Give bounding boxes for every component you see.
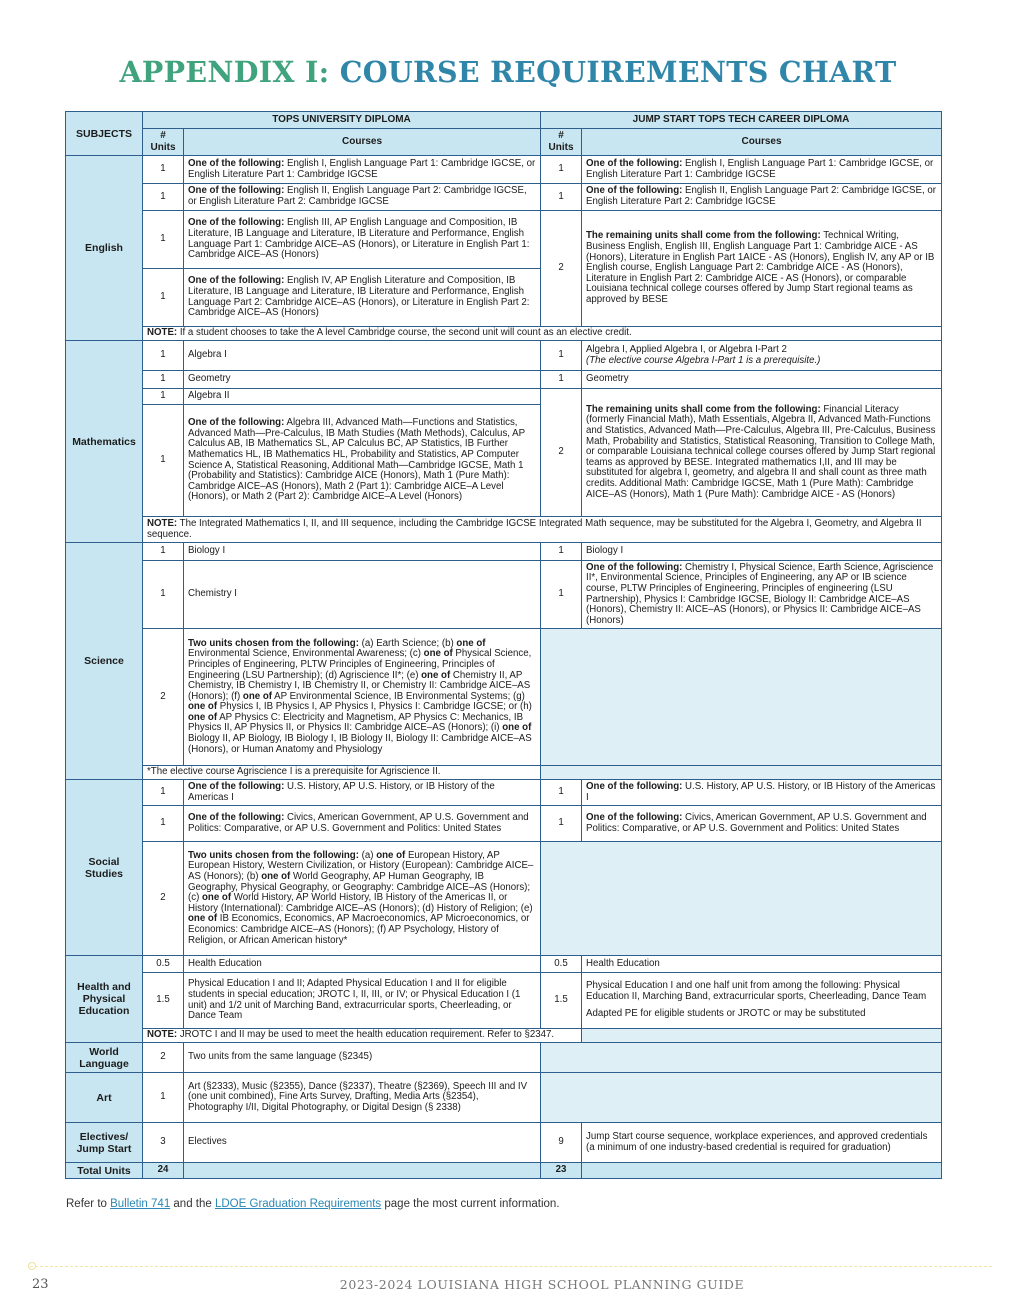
course-cell: Two units chosen from the following: (a) one of European History, AP European History, Western Civilization, or History (European): Cambridge AICE–AS (Honors); (b) one of World Geography, AP Human Geography, IB Geography, Physical Geography, or Geography: Cambridge AICE–AS (Honors); (c) one of World History, AP World History, IB History of the Americas II, or History (International): Cambridge AICE–AS (Honors); (d) History of Religion; (e) one of IB Economics, Economics, AP Macroeconomics, AP Microeconomics, or Economics: Cambridge AICE–AS (Honors); (f) AP Psychology, History of Religion, or African American history* [184,842,541,956]
empty-cell [184,1163,541,1179]
table-row [66,517,942,543]
units-cell: 1.5 [541,973,582,1029]
table-row [66,1073,942,1123]
ldoe-graduation-requirements-link[interactable]: LDOE Graduation Requirements [214,1198,382,1210]
table-row [66,1029,942,1043]
empty-cell [541,629,942,766]
course-cell: Art (§2333), Music (§2355), Dance (§2337), Theatre (§2369), Speech III and IV (one unit combined), Fine Arts Survey, Drafting, Media Arts (§2354), Photography I/II, Digital Photography, or Digital Design (§ 2338) [184,1073,541,1123]
course-cell: Geometry [184,371,541,389]
course-cell: One of the following: Chemistry I, Physical Science, Earth Science, Agriscience II*, Environmental Science, Principles of Engineering, any AP or IB science course, PLTW Principles of Engineering, Principles of engineering (LSU Partnership), Physics I: Cambridge IGCSE, Biology II: Cambridge AICE–AS (Honors), Chemistry II: AICE–AS (Honors), or Physics II: Cambridge AICE–AS (Honors) [582,561,942,629]
units-cell: 1 [143,561,184,629]
title-part-1: APPENDIX I: [119,55,340,89]
subject-world-language: World Language [66,1043,143,1073]
course-cell: Algebra I [184,341,541,371]
table-row [66,389,942,405]
table-row [66,543,942,561]
units-cell: 1 [541,341,582,371]
units-cell: 1 [143,806,184,842]
units-cell: 1 [143,389,184,405]
units-cell: 1 [541,371,582,389]
units-cell: 1 [143,780,184,806]
header-tops-university-diploma: TOPS UNIVERSITY DIPLOMA [143,112,541,129]
units-cell: 1 [143,269,184,327]
empty-cell [541,1043,942,1073]
units-cell: 1 [143,1073,184,1123]
course-cell: Physical Education I and II; Adapted Physical Education I and II for eligible students in special education; JROTC I, II, III, or IV; or Physical Education I (1 unit) and 1/2 unit of Marching Band, extracurricular sports, Cheerleading, or Dance Team [184,973,541,1029]
course-cell: Biology I [582,543,942,561]
units-cell: 1 [143,211,184,269]
table-row [66,211,942,269]
note-health: NOTE: JROTC I and II may be used to meet the health education requirement. Refer to §2347. [143,1029,582,1043]
course-cell: Electives [184,1123,541,1163]
header-units-tops: # Units [143,129,184,156]
units-cell: 1.5 [143,973,184,1029]
table-row [66,184,942,211]
units-cell: 1 [541,184,582,211]
reference-note: Refer to Bulletin 741 and the LDOE Graduation Requirements page the most current information. [66,1198,560,1210]
table-row [66,842,942,956]
table-row [66,1123,942,1163]
table-row [66,327,942,341]
footer-divider [30,1266,992,1267]
subject-mathematics: Mathematics [66,341,143,543]
units-cell: 2 [143,842,184,956]
table-row [66,806,942,842]
units-cell: 1 [541,543,582,561]
table-row [66,561,942,629]
course-cell: The remaining units shall come from the following: Technical Writing, Business English, English III, English Language Part 1: Cambridge AICE - AS (Honors), Literature in English Part 1AICE - AS (Honors), English IV, any AP or IB English course, English Language Part 2: Cambridge AICE - AS (Honors), Literature in English Part 2: Cambridge AICE - AS (Honors), or comparable Louisiana technical college courses offered by Jump Start regional teams as approved by BESE [582,211,942,327]
title-part-2: COURSE REQUIREMENTS CHART [339,55,897,89]
units-cell: 1 [143,405,184,517]
course-cell: The remaining units shall come from the following: Financial Literacy (formerly Financial Math), Math Essentials, Algebra II, Advanced Math-Functions and Statistics, Advanced Math—Pre-Calculus, Algebra III, Pre-Calculus, Business Math, Probability and Statistics, Statistical Reasoning, Transition to College Math, or comparable Louisiana technical college courses offered by Jump Start regional teams as approved by BESE. Integrated mathematics I,II, and III may be substituted for algebra I, geometry, and algebra II and shall count as three math credits. Additional Math: Cambridge IGCSE, Math 1 (Pure Math): Cambridge AICE–AS (Honors), Math 1 (Pure Math): Cambridge AICE - AS (Honors) [582,389,942,517]
page-number: 23 [32,1277,49,1292]
table-row [66,1043,942,1073]
header-courses-tops: Courses [184,129,541,156]
table-row [66,341,942,371]
units-cell: 1 [143,371,184,389]
subject-social-studies: Social Studies [66,780,143,956]
table-row [66,629,942,766]
table-row [66,766,942,780]
units-cell: 9 [541,1123,582,1163]
course-cell: One of the following: Algebra III, Advanced Math—Functions and Statistics, Advanced Math—Pre-Calculus, IB Math Studies (Math Methods), Calculus, AP Calculus AB, IB Mathematics SL, AP Calculus BC, AP Statistics, IB Further Mathematics HL, IB Mathematics HL, Probability and Statistics, AP Computer Science A, Statistical Reasoning, Additional Math—Cambridge IGCSE, Math 1 (Probability and Statistics): Cambridge AICE (Honors), Math 1 (Pure Math): Cambridge AICE–AS (Honors), Math 2 (Part 1): Cambridge AICE–A Level (Honors), or Math 2 (Part 2): Cambridge AICE–A Level (Honors) [184,405,541,517]
units-cell: 3 [143,1123,184,1163]
subject-health-pe: Health and Physical Education [66,956,143,1043]
course-cell: One of the following: Civics, American Government, AP U.S. Government and Politics: Comparative, or AP U.S. Government and Politics: United States [184,806,541,842]
subject-art: Art [66,1073,143,1123]
units-cell: 1 [143,341,184,371]
subject-electives: Electives/ Jump Start [66,1123,143,1163]
page-title [0,55,1016,89]
empty-cell [582,1163,942,1179]
units-cell: 0.5 [541,956,582,973]
header-jump-start-diploma: JUMP START TOPS TECH CAREER DIPLOMA [541,112,942,129]
footer-title: 2023-2024 LOUISIANA HIGH SCHOOL PLANNING GUIDE [339,1277,745,1292]
header-units-jump: # Units [541,129,582,156]
table-row [66,956,942,973]
subject-english: English [66,156,143,341]
total-units-label: Total Units [66,1163,143,1179]
course-cell: One of the following: English III, AP English Language and Composition, IB Literature, IB Language and Literature, IB Literature and Performance, English Language Part 1: Cambridge AICE–AS (Honors), or Literature in English Part 1: Cambridge AICE–AS (Honors) [184,211,541,269]
units-cell: 1 [541,780,582,806]
empty-cell [582,1029,942,1043]
header-courses-jump: Courses [582,129,942,156]
bulletin-741-link[interactable]: Bulletin 741 [110,1198,171,1210]
units-cell: 1 [143,543,184,561]
course-cell: Physical Education I and one half unit from among the following: Physical Education II, Marching Band, extracurricular sports, Cheerleading, Dance Team Adapted PE for eligible students or JROTC or may be substituted [582,973,942,1029]
units-cell: 2 [143,629,184,766]
note-mathematics: NOTE: The Integrated Mathematics I, II, and III sequence, including the Cambridge IGCSE Integrated Math sequence, may be substituted for the Algebra I, Geometry, and Algebra II sequence. [143,517,942,543]
note-science: *The elective course Agriscience I is a prerequisite for Agriscience II. [143,766,541,780]
empty-cell [541,1073,942,1123]
course-cell: One of the following: English IV, AP English Literature and Composition, IB Literature, IB Language and Literature, IB Literature and Performance, English Language Part 2: Cambridge AICE–AS (Honors), or Literature in English Part 2: Cambridge AICE–AS (Honors) [184,269,541,327]
table-row [66,780,942,806]
units-cell: 1 [541,806,582,842]
units-cell: 1 [541,156,582,184]
course-cell: One of the following: English II, English Language Part 2: Cambridge IGCSE, or English Literature Part 2: Cambridge IGCSE [184,184,541,211]
course-cell: Algebra I, Applied Algebra I, or Algebra I-Part 2 (The elective course Algebra I-Part 1 is a prerequisite.) [582,341,942,371]
units-cell: 1 [143,184,184,211]
course-cell: Algebra II [184,389,541,405]
units-cell: 2 [143,1043,184,1073]
header-subjects: SUBJECTS [66,112,143,156]
units-cell: 1 [541,561,582,629]
table-row [66,371,942,389]
course-cell: One of the following: Civics, American Government, AP U.S. Government and Politics: Comparative, or AP U.S. Government and Politics: United States [582,806,942,842]
table-row [66,973,942,1029]
units-cell: 2 [541,211,582,327]
units-cell: 1 [143,156,184,184]
course-cell: Biology I [184,543,541,561]
total-units-tops: 24 [143,1163,184,1179]
course-cell: One of the following: English I, English Language Part 1: Cambridge IGCSE, or English Literature Part 1: Cambridge IGCSE [184,156,541,184]
course-cell: One of the following: English II, English Language Part 2: Cambridge IGCSE, or English Literature Part 2: Cambridge IGCSE [582,184,942,211]
course-cell: One of the following: English I, English Language Part 1: Cambridge IGCSE, or English Literature Part 1: Cambridge IGCSE [582,156,942,184]
units-cell: 2 [541,389,582,517]
total-units-jump: 23 [541,1163,582,1179]
empty-cell [541,766,942,780]
table-row [66,156,942,184]
course-cell: Geometry [582,371,942,389]
course-cell: Two units chosen from the following: (a) Earth Science; (b) one of Environmental Science, Environmental Awareness; (c) one of Physical Science, Principles of Engineering, PLTW Principles of Engineering, Principles of Engineering (LSU Partnership); (d) Agriscience II*; (e) one of Chemistry II, AP Chemistry, IB Chemistry I, IB Chemistry II, or Chemistry II: Cambridge AICE–AS (Honors); (f) one of AP Environmental Science, IB Environmental Systems; (g) one of Physics I, IB Physics I, AP Physics I, Physics I: Cambridge IGCSE; or (h) one of AP Physics C: Electricity and Magnetism, AP Physics C: Mechanics, IB Physics II, AP Physics II, or Physics II: Cambridge AICE–AS (Honors); (i) one of Biology II, AP Biology, IB Biology I, IB Biology II, Biology II: Cambridge AICE–AS (Honors), or Human Anatomy and Physiology [184,629,541,766]
course-cell: Health Education [184,956,541,973]
total-row [66,1163,942,1179]
empty-cell [541,842,942,956]
course-cell: Health Education [582,956,942,973]
course-cell: Chemistry I [184,561,541,629]
note-english: NOTE: If a student chooses to take the A level Cambridge course, the second unit will count as an elective credit. [143,327,942,341]
course-requirements-table [65,111,942,1179]
course-cell: One of the following: U.S. History, AP U.S. History, or IB History of the Americas I [184,780,541,806]
course-cell: One of the following: U.S. History, AP U.S. History, or IB History of the Americas I [582,780,942,806]
subject-science: Science [66,543,143,780]
course-cell: Two units from the same language (§2345) [184,1043,541,1073]
course-cell: Jump Start course sequence, workplace experiences, and approved credentials (a minimum of one industry-based credential is required for graduation) [582,1123,942,1163]
units-cell: 0.5 [143,956,184,973]
